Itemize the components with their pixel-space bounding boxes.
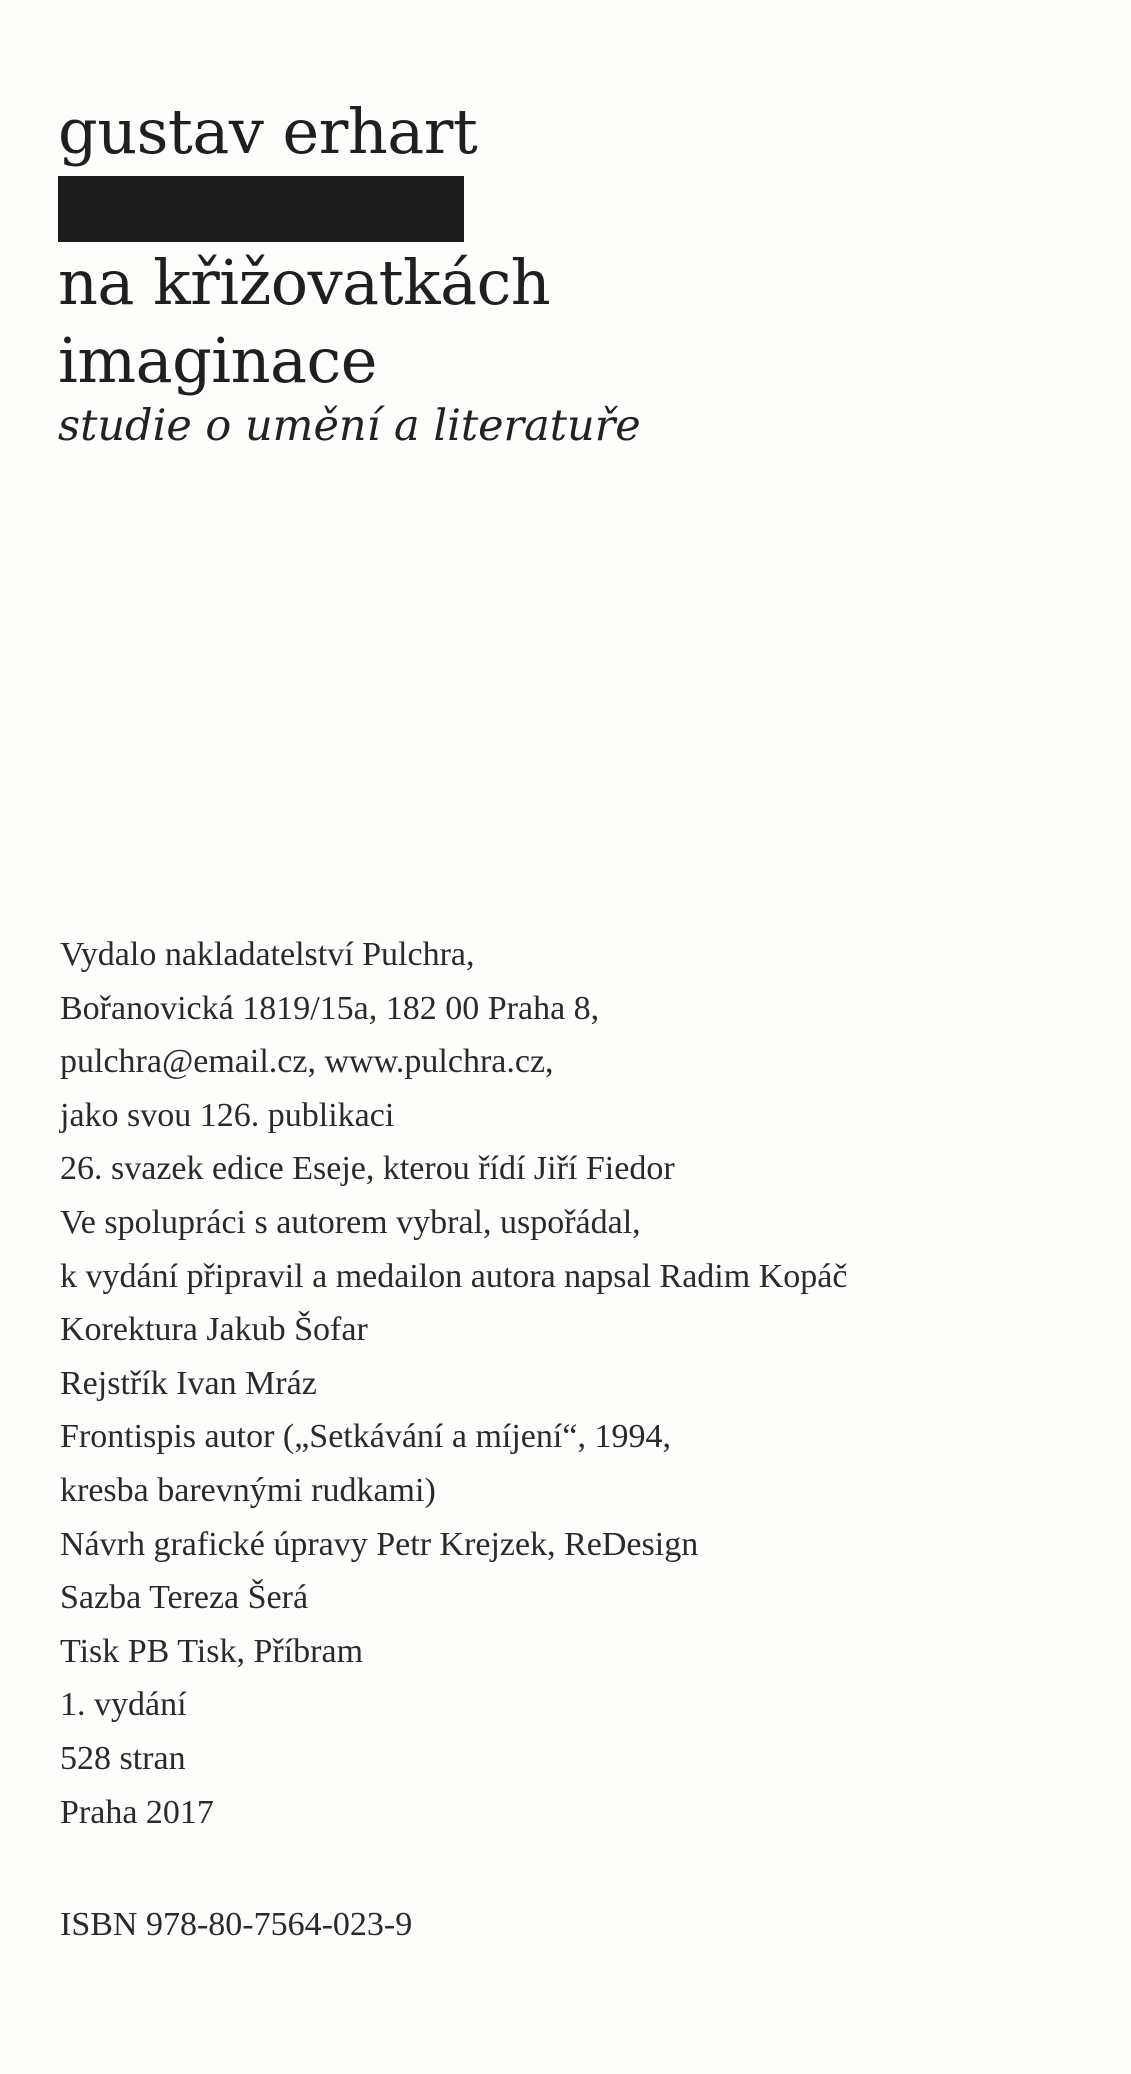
imprint-line: Návrh grafické úpravy Petr Krejzek, ReDesign (60, 1525, 699, 1563)
book-title (58, 244, 550, 400)
book-subtitle: studie o umění a literatuře (58, 401, 641, 451)
imprint-line: Ve spolupráci s autorem vybral, uspořádal, (60, 1203, 641, 1241)
isbn-number: ISBN 978-80-7564-023-9 (60, 1906, 413, 1943)
imprint-line: Rejstřík Ivan Mráz (60, 1364, 317, 1402)
imprint-line: Vydalo nakladatelství Pulchra, (60, 936, 475, 973)
imprint-line: 1. vydání (60, 1686, 187, 1724)
author-name: gustav erhart (58, 95, 478, 168)
imprint-line: Korektura Jakub Šofar (60, 1311, 368, 1349)
imprint-block (60, 928, 847, 1839)
imprint-line: Sazba Tereza Šerá (60, 1579, 309, 1617)
imprint-line: pulchra@email.cz, www.pulchra.cz, (60, 1043, 554, 1081)
imprint-line: 26. svazek edice Eseje, kterou řídí Jiří Fiedor (60, 1150, 675, 1188)
title-bar-decoration (58, 176, 464, 242)
imprint-line: Tisk PB Tisk, Příbram (60, 1632, 364, 1670)
imprint-line: Frontispis autor („Setkávání a míjení“, 1994, (60, 1418, 671, 1456)
imprint-line: jako svou 126. publikaci (60, 1096, 395, 1134)
imprint-line: kresba barevnými rudkami) (60, 1471, 436, 1509)
imprint-line: Praha 2017 (60, 1793, 214, 1831)
imprint-line: k vydání připravil a medailon autora napsal Radim Kopáč (60, 1257, 848, 1295)
book-title-line-1: na křižovatkách (58, 246, 551, 319)
imprint-line: Bořanovická 1819/15a, 182 00 Praha 8, (60, 989, 600, 1027)
book-title-line-2: imaginace (58, 324, 377, 397)
imprint-line: 528 stran (60, 1739, 186, 1777)
